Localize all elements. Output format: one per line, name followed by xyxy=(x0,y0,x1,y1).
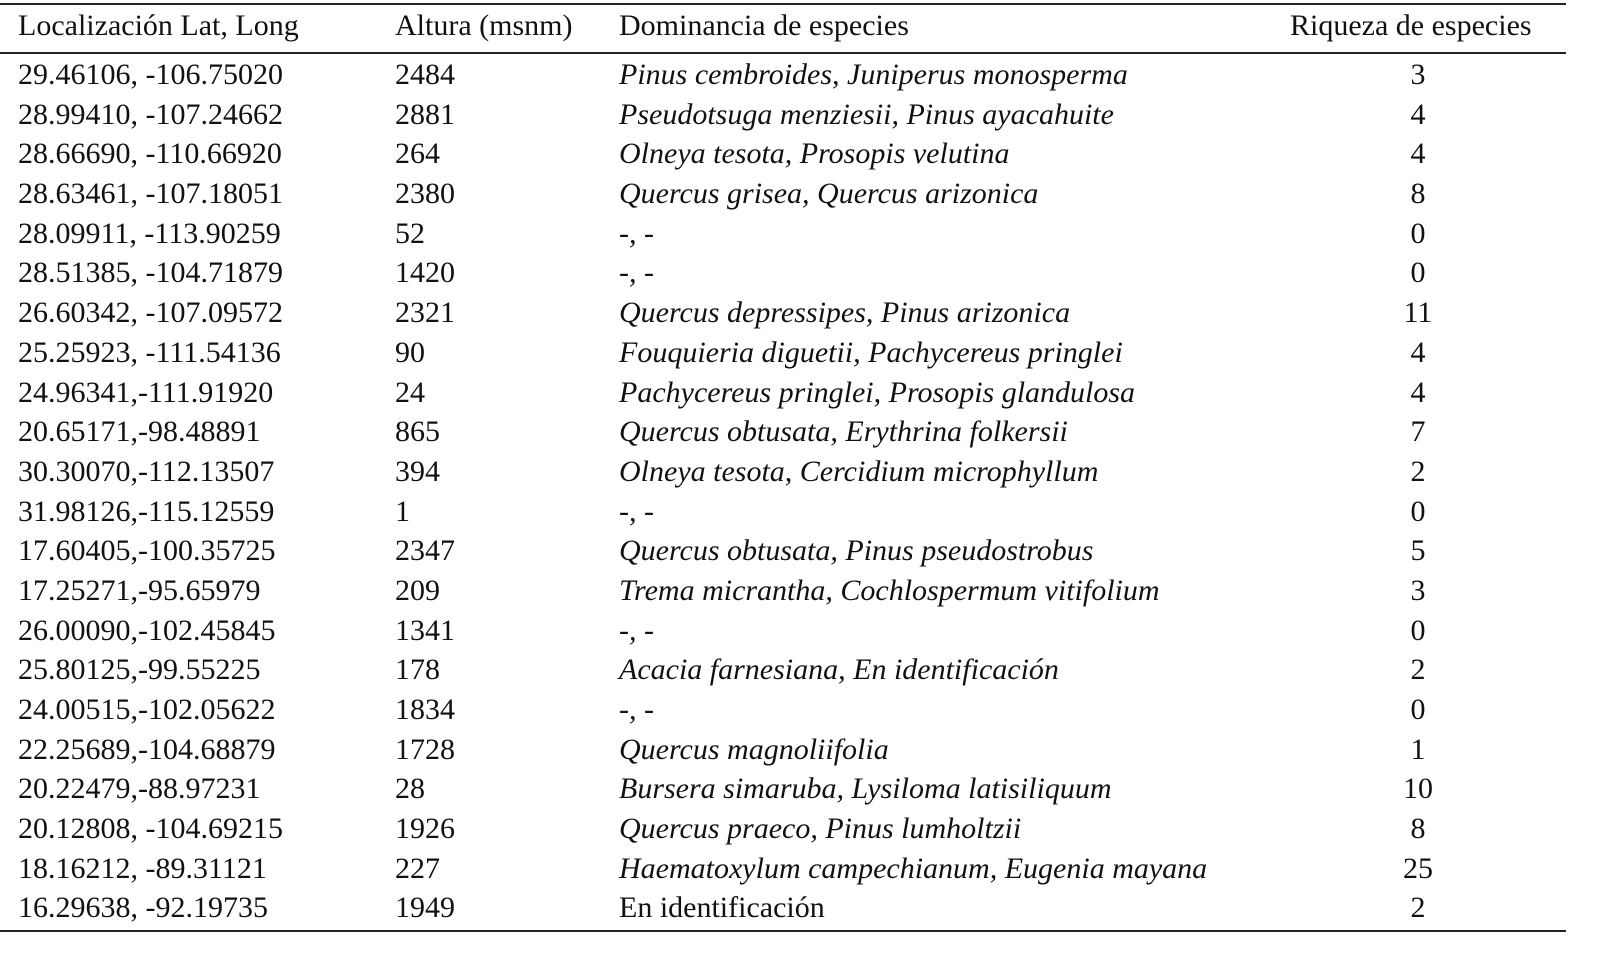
richness-cell: 2 xyxy=(1410,454,1426,488)
table-row xyxy=(0,214,1566,254)
table-row xyxy=(0,293,1566,333)
dominance-cell: Quercus praeco, Pinus lumholtzii xyxy=(619,812,1022,846)
dominance-cell: Haematoxylum campechianum, Eugenia mayana xyxy=(619,851,1208,885)
table-row xyxy=(0,452,1566,492)
richness-cell: 0 xyxy=(1410,613,1426,647)
header-richness: Riqueza de especies xyxy=(1290,9,1532,42)
table-row xyxy=(0,849,1566,889)
altitude-cell: 2347 xyxy=(395,534,455,568)
richness-cell: 10 xyxy=(1403,772,1433,806)
location-cell: 26.60342, -107.09572 xyxy=(18,296,283,330)
richness-cell: 2 xyxy=(1410,653,1426,687)
altitude-cell: 2881 xyxy=(395,97,455,131)
richness-cell: 2 xyxy=(1410,891,1426,925)
dominance-cell: -, - xyxy=(619,613,654,647)
location-cell: 29.46106, -106.75020 xyxy=(18,58,283,91)
altitude-cell: 1728 xyxy=(395,732,455,766)
table-row xyxy=(0,95,1566,135)
altitude-cell: 209 xyxy=(395,573,440,607)
location-cell: 22.25689,-104.68879 xyxy=(18,732,276,766)
richness-cell: 3 xyxy=(1410,58,1426,91)
location-cell: 20.65171,-98.48891 xyxy=(18,415,261,449)
location-cell: 17.25271,-95.65979 xyxy=(18,573,261,607)
table-row xyxy=(0,412,1566,452)
location-cell: 25.80125,-99.55225 xyxy=(18,653,261,687)
table-row xyxy=(0,55,1566,95)
table-row xyxy=(0,174,1566,214)
table-row xyxy=(0,373,1566,413)
dominance-cell: -, - xyxy=(619,256,654,290)
table-row xyxy=(0,690,1566,730)
location-cell: 26.00090,-102.45845 xyxy=(18,613,276,647)
altitude-cell: 1420 xyxy=(395,256,455,290)
dominance-cell: Quercus obtusata, Erythrina folkersii xyxy=(619,415,1068,449)
table-row xyxy=(0,333,1566,373)
dominance-cell: En identificación xyxy=(619,891,825,925)
location-cell: 20.22479,-88.97231 xyxy=(18,772,261,806)
table-row xyxy=(0,134,1566,174)
richness-cell: 4 xyxy=(1410,97,1426,131)
altitude-cell: 1949 xyxy=(395,891,455,925)
altitude-cell: 2321 xyxy=(395,296,455,330)
table-row xyxy=(0,253,1566,293)
table-row xyxy=(0,809,1566,849)
altitude-cell: 178 xyxy=(395,653,440,687)
richness-cell: 0 xyxy=(1410,693,1426,726)
dominance-cell: Olneya tesota, Prosopis velutina xyxy=(619,137,1010,171)
dominance-cell: -, - xyxy=(619,494,654,528)
table-row xyxy=(0,888,1566,928)
location-cell: 18.16212, -89.31121 xyxy=(18,851,267,885)
altitude-cell: 28 xyxy=(395,772,425,806)
table-row xyxy=(0,730,1566,770)
altitude-cell: 227 xyxy=(395,851,440,885)
location-cell: 16.29638, -92.19735 xyxy=(18,891,268,925)
table-row xyxy=(0,492,1566,532)
dominance-cell: Quercus depressipes, Pinus arizonica xyxy=(619,296,1071,330)
richness-cell: 8 xyxy=(1410,812,1426,846)
richness-cell: 0 xyxy=(1410,494,1426,528)
richness-cell: 8 xyxy=(1410,177,1426,211)
table-row xyxy=(0,531,1566,571)
dominance-cell: Trema micrantha, Cochlospermum vitifolium xyxy=(619,573,1160,607)
dominance-cell: Acacia farnesiana, En identificación xyxy=(619,653,1059,687)
altitude-cell: 264 xyxy=(395,137,440,171)
location-cell: 17.60405,-100.35725 xyxy=(18,534,276,568)
richness-cell: 11 xyxy=(1403,296,1433,330)
richness-cell: 0 xyxy=(1410,216,1426,250)
table-row xyxy=(0,650,1566,690)
dominance-cell: Fouquieria diguetii, Pachycereus pringlei xyxy=(619,335,1123,369)
location-cell: 24.00515,-102.05622 xyxy=(18,693,276,726)
altitude-cell: 394 xyxy=(395,454,440,488)
location-cell: 20.12808, -104.69215 xyxy=(18,812,283,846)
altitude-cell: 865 xyxy=(395,415,440,449)
richness-cell: 7 xyxy=(1410,415,1426,449)
altitude-cell: 2484 xyxy=(395,58,455,91)
table-row xyxy=(0,571,1566,611)
altitude-cell: 90 xyxy=(395,335,425,369)
dominance-cell: -, - xyxy=(619,693,654,726)
table-row xyxy=(0,769,1566,809)
dominance-cell: Quercus magnoliifolia xyxy=(619,732,889,766)
dominance-cell: Pinus cembroides, Juniperus monosperma xyxy=(619,58,1128,91)
richness-cell: 4 xyxy=(1410,137,1426,171)
altitude-cell: 1 xyxy=(395,494,410,528)
location-cell: 30.30070,-112.13507 xyxy=(18,454,275,488)
altitude-cell: 24 xyxy=(395,375,425,409)
header-altitude: Altura (msnm) xyxy=(395,9,573,42)
location-cell: 24.96341,-111.91920 xyxy=(18,375,274,409)
table-header xyxy=(0,5,1566,54)
richness-cell: 0 xyxy=(1410,256,1426,290)
location-cell: 28.66690, -110.66920 xyxy=(18,137,282,171)
richness-cell: 4 xyxy=(1410,375,1426,409)
location-cell: 28.99410, -107.24662 xyxy=(18,97,283,131)
dominance-cell: Quercus obtusata, Pinus pseudostrobus xyxy=(619,534,1094,568)
location-cell: 28.51385, -104.71879 xyxy=(18,256,283,290)
location-cell: 28.09911, -113.90259 xyxy=(18,216,281,250)
location-cell: 28.63461, -107.18051 xyxy=(18,177,283,211)
altitude-cell: 1834 xyxy=(395,693,455,726)
richness-cell: 1 xyxy=(1410,732,1426,766)
richness-cell: 25 xyxy=(1403,851,1433,885)
dominance-cell: Pseudotsuga menziesii, Pinus ayacahuite xyxy=(619,97,1114,131)
dominance-cell: -, - xyxy=(619,216,654,250)
table-body xyxy=(0,54,1566,930)
dominance-cell: Pachycereus pringlei, Prosopis glandulosa xyxy=(619,375,1136,409)
dominance-cell: Bursera simaruba, Lysiloma latisiliquum xyxy=(619,772,1112,806)
altitude-cell: 1341 xyxy=(395,613,455,647)
altitude-cell: 2380 xyxy=(395,177,455,211)
location-cell: 31.98126,-115.12559 xyxy=(18,494,275,528)
altitude-cell: 52 xyxy=(395,216,425,250)
header-dominance: Dominancia de especies xyxy=(619,9,909,42)
location-cell: 25.25923, -111.54136 xyxy=(18,335,281,369)
dominance-cell: Quercus grisea, Quercus arizonica xyxy=(619,177,1039,211)
table-row xyxy=(0,611,1566,651)
richness-cell: 3 xyxy=(1410,573,1426,607)
richness-cell: 5 xyxy=(1410,534,1426,568)
dominance-cell: Olneya tesota, Cercidium microphyllum xyxy=(619,454,1099,488)
altitude-cell: 1926 xyxy=(395,812,455,846)
richness-cell: 4 xyxy=(1410,335,1426,369)
species-table xyxy=(0,3,1566,932)
header-location: Localización Lat, Long xyxy=(18,9,299,42)
